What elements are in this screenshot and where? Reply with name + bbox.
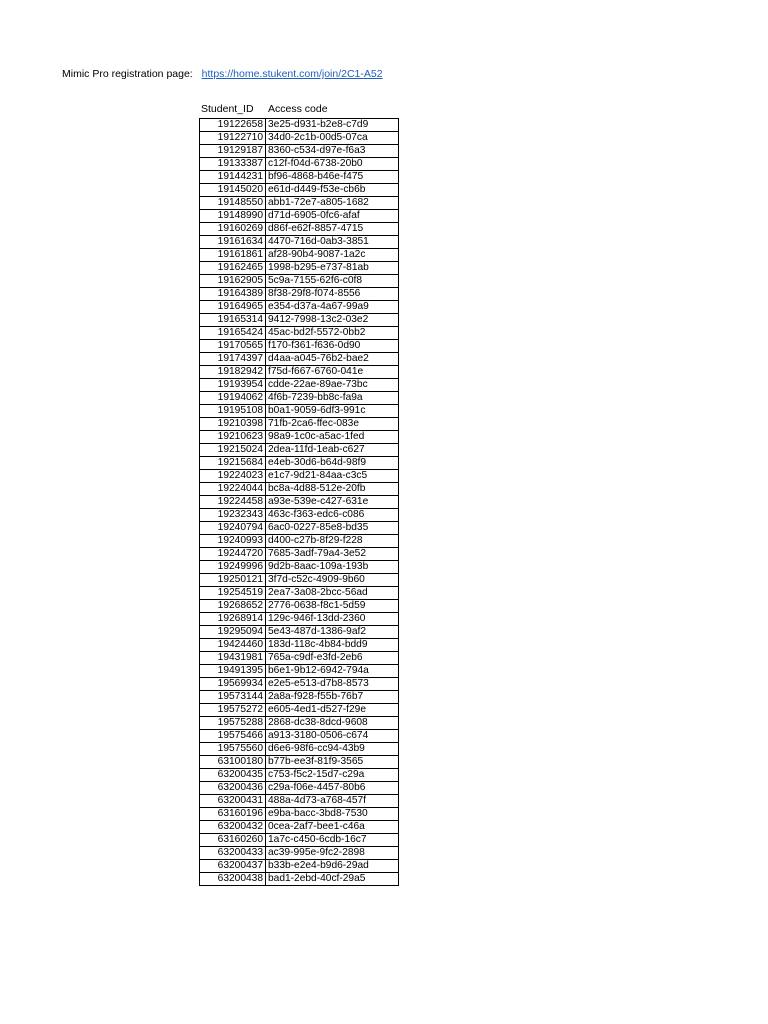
access-code-cell: d71d-6905-0fc6-afaf [266, 210, 399, 223]
student-id-cell: 19424460 [200, 639, 266, 652]
student-id-cell: 19254519 [200, 587, 266, 600]
access-code-cell: 98a9-1c0c-a5ac-1fed [266, 431, 399, 444]
table-row [200, 665, 399, 678]
access-code-cell: 1998-b295-e737-81ab [266, 262, 399, 275]
access-code-cell: e605-4ed1-d527-f29e [266, 704, 399, 717]
access-code-cell: d4aa-a045-76b2-bae2 [266, 353, 399, 366]
access-code-cell: f170-f361-f636-0d90 [266, 340, 399, 353]
student-id-cell: 63200433 [200, 847, 266, 860]
access-code-cell: 2ea7-3a08-2bcc-56ad [266, 587, 399, 600]
table-row [200, 873, 399, 886]
table-row [200, 158, 399, 171]
student-id-cell: 19431981 [200, 652, 266, 665]
access-code-cell: 45ac-bd2f-5572-0bb2 [266, 327, 399, 340]
access-code-cell: b0a1-9059-6df3-991c [266, 405, 399, 418]
access-code-cell: c12f-f04d-6738-20b0 [266, 158, 399, 171]
table-row [200, 314, 399, 327]
access-code-cell: 0cea-2af7-bee1-c46a [266, 821, 399, 834]
access-code-cell: ac39-995e-9fc2-2898 [266, 847, 399, 860]
access-code-table [199, 118, 399, 886]
access-code-cell: 7685-3adf-79a4-3e52 [266, 548, 399, 561]
access-code-cell: 2a8a-f928-f55b-76b7 [266, 691, 399, 704]
access-code-cell: 129c-946f-13dd-2360 [266, 613, 399, 626]
student-id-cell: 19129187 [200, 145, 266, 158]
student-id-cell: 19174397 [200, 353, 266, 366]
table-row [200, 704, 399, 717]
access-code-cell: bad1-2ebd-40cf-29a5 [266, 873, 399, 886]
student-id-cell: 19161861 [200, 249, 266, 262]
student-id-cell: 19491395 [200, 665, 266, 678]
table-row [200, 236, 399, 249]
table-row [200, 834, 399, 847]
table-row [200, 821, 399, 834]
table-row [200, 808, 399, 821]
access-code-cell: 183d-118c-4b84-bdd9 [266, 639, 399, 652]
student-id-cell: 19133387 [200, 158, 266, 171]
registration-link[interactable]: https://home.stukent.com/join/2C1-A52 [201, 68, 383, 80]
student-id-cell: 19148550 [200, 197, 266, 210]
student-id-cell: 19573144 [200, 691, 266, 704]
table-row [200, 470, 399, 483]
registration-header [62, 68, 383, 80]
table-row [200, 613, 399, 626]
table-row [200, 301, 399, 314]
access-code-cell: a913-3180-0506-c674 [266, 730, 399, 743]
table-row [200, 262, 399, 275]
table-row [200, 184, 399, 197]
student-id-cell: 19268652 [200, 600, 266, 613]
student-id-cell: 63200436 [200, 782, 266, 795]
table-row [200, 522, 399, 535]
student-id-cell: 19224458 [200, 496, 266, 509]
student-id-cell: 19240794 [200, 522, 266, 535]
student-id-cell: 19215684 [200, 457, 266, 470]
student-id-cell: 19162905 [200, 275, 266, 288]
table-row [200, 639, 399, 652]
student-id-cell: 19575272 [200, 704, 266, 717]
student-id-cell: 19210398 [200, 418, 266, 431]
student-id-cell: 19244720 [200, 548, 266, 561]
table-row [200, 132, 399, 145]
access-code-cell: d400-c27b-8f29-f228 [266, 535, 399, 548]
student-id-cell: 63200437 [200, 860, 266, 873]
student-id-header: Student_ID [201, 103, 254, 115]
access-code-cell: d86f-e62f-8857-4715 [266, 223, 399, 236]
student-id-cell: 19224023 [200, 470, 266, 483]
access-code-cell: e4eb-30d6-b64d-98f9 [266, 457, 399, 470]
access-code-cell: 488a-4d73-a768-457f [266, 795, 399, 808]
access-code-cell: 463c-f363-edc6-c086 [266, 509, 399, 522]
table-row [200, 223, 399, 236]
table-row [200, 769, 399, 782]
table-row [200, 210, 399, 223]
student-id-cell: 19164389 [200, 288, 266, 301]
table-row [200, 145, 399, 158]
student-id-cell: 63200432 [200, 821, 266, 834]
student-id-cell: 19162465 [200, 262, 266, 275]
table-row [200, 717, 399, 730]
student-id-cell: 19575466 [200, 730, 266, 743]
student-id-cell: 19268914 [200, 613, 266, 626]
access-code-cell: 9412-7998-13c2-03e2 [266, 314, 399, 327]
access-code-cell: af28-90b4-9087-1a2c [266, 249, 399, 262]
student-id-cell: 19240993 [200, 535, 266, 548]
student-id-cell: 19182942 [200, 366, 266, 379]
student-id-cell: 19295094 [200, 626, 266, 639]
table-row [200, 249, 399, 262]
access-code-cell: b77b-ee3f-81f9-3565 [266, 756, 399, 769]
table-row [200, 509, 399, 522]
student-id-cell: 19575288 [200, 717, 266, 730]
student-id-cell: 19170565 [200, 340, 266, 353]
student-id-cell: 19148990 [200, 210, 266, 223]
access-code-cell: cdde-22ae-89ae-73bc [266, 379, 399, 392]
table-row [200, 691, 399, 704]
student-id-cell: 19193954 [200, 379, 266, 392]
access-code-cell: 9d2b-8aac-109a-193b [266, 561, 399, 574]
table-row [200, 782, 399, 795]
table-row [200, 847, 399, 860]
table-row [200, 119, 399, 132]
student-id-cell: 19569934 [200, 678, 266, 691]
table-row [200, 743, 399, 756]
access-code-cell: d6e6-98f6-cc94-43b9 [266, 743, 399, 756]
access-code-cell: 765a-c9df-e3fd-2eb6 [266, 652, 399, 665]
table-row [200, 418, 399, 431]
access-code-cell: 5e43-487d-1386-9af2 [266, 626, 399, 639]
table-row [200, 548, 399, 561]
access-code-cell: e354-d37a-4a67-99a9 [266, 301, 399, 314]
access-code-cell: abb1-72e7-a805-1682 [266, 197, 399, 210]
student-id-cell: 19194062 [200, 392, 266, 405]
student-id-cell: 19250121 [200, 574, 266, 587]
table-row [200, 795, 399, 808]
table-row [200, 340, 399, 353]
student-id-cell: 63100180 [200, 756, 266, 769]
access-code-cell: 2776-0638-f8c1-5d59 [266, 600, 399, 613]
table-row [200, 275, 399, 288]
student-id-cell: 19145020 [200, 184, 266, 197]
table-row [200, 197, 399, 210]
table-row [200, 587, 399, 600]
access-code-cell: 5c9a-7155-62f6-c0f8 [266, 275, 399, 288]
student-id-cell: 63200435 [200, 769, 266, 782]
access-code-cell: a93e-539e-c427-631e [266, 496, 399, 509]
access-code-cell: e1c7-9d21-84aa-c3c5 [266, 470, 399, 483]
student-id-cell: 19122710 [200, 132, 266, 145]
registration-label: Mimic Pro registration page: [62, 68, 193, 80]
table-row [200, 405, 399, 418]
access-code-cell: 3e25-d931-b2e8-c7d9 [266, 119, 399, 132]
table-row [200, 392, 399, 405]
student-id-cell: 19122658 [200, 119, 266, 132]
table-row [200, 652, 399, 665]
access-code-cell: b6e1-9b12-6942-794a [266, 665, 399, 678]
table-row [200, 171, 399, 184]
student-id-cell: 19215024 [200, 444, 266, 457]
student-id-cell: 63200431 [200, 795, 266, 808]
table-row [200, 860, 399, 873]
access-code-cell: f75d-f667-6760-041e [266, 366, 399, 379]
access-code-cell: b33b-e2e4-b9d6-29ad [266, 860, 399, 873]
access-code-cell: 4f6b-7239-bb8c-fa9a [266, 392, 399, 405]
student-id-cell: 63160260 [200, 834, 266, 847]
table-row [200, 678, 399, 691]
student-id-cell: 63160196 [200, 808, 266, 821]
student-id-cell: 19164965 [200, 301, 266, 314]
table-row [200, 600, 399, 613]
student-id-cell: 19165314 [200, 314, 266, 327]
student-id-cell: 19160269 [200, 223, 266, 236]
student-id-cell: 19165424 [200, 327, 266, 340]
table-row [200, 327, 399, 340]
table-row [200, 561, 399, 574]
access-code-cell: 6ac0-0227-85e8-bd35 [266, 522, 399, 535]
table-row [200, 444, 399, 457]
access-code-cell: bf96-4868-b46e-f475 [266, 171, 399, 184]
student-id-cell: 19249996 [200, 561, 266, 574]
table-row [200, 535, 399, 548]
table-row [200, 626, 399, 639]
access-code-header: Access code [268, 103, 328, 115]
table-row [200, 574, 399, 587]
student-id-cell: 19575560 [200, 743, 266, 756]
table-row [200, 496, 399, 509]
table-row [200, 353, 399, 366]
access-code-cell: e61d-d449-f53e-cb6b [266, 184, 399, 197]
table-row [200, 756, 399, 769]
student-id-cell: 19232343 [200, 509, 266, 522]
table-row [200, 379, 399, 392]
access-code-cell: e9ba-bacc-3bd8-7530 [266, 808, 399, 821]
table-row [200, 730, 399, 743]
student-id-cell: 63200438 [200, 873, 266, 886]
access-code-cell: 8360-c534-d97e-f6a3 [266, 145, 399, 158]
access-code-cell: 4470-716d-0ab3-3851 [266, 236, 399, 249]
access-code-cell: c753-f5c2-15d7-c29a [266, 769, 399, 782]
access-code-cell: e2e5-e513-d7b8-8573 [266, 678, 399, 691]
access-code-cell: 71fb-2ca6-ffec-083e [266, 418, 399, 431]
student-id-cell: 19224044 [200, 483, 266, 496]
access-code-cell: 2dea-11fd-1eab-c627 [266, 444, 399, 457]
access-code-cell: 34d0-2c1b-00d5-07ca [266, 132, 399, 145]
student-id-cell: 19195108 [200, 405, 266, 418]
access-code-cell: 2868-dc38-8dcd-9608 [266, 717, 399, 730]
access-code-cell: bc8a-4d88-512e-20fb [266, 483, 399, 496]
table-row [200, 431, 399, 444]
table-row [200, 288, 399, 301]
access-code-cell: 8f38-29f8-f074-8556 [266, 288, 399, 301]
table-row [200, 483, 399, 496]
access-code-cell: 1a7c-c450-6cdb-16c7 [266, 834, 399, 847]
student-id-cell: 19210623 [200, 431, 266, 444]
table-row [200, 457, 399, 470]
access-code-cell: c29a-f06e-4457-80b6 [266, 782, 399, 795]
student-id-cell: 19161634 [200, 236, 266, 249]
student-id-cell: 19144231 [200, 171, 266, 184]
access-code-cell: 3f7d-c52c-4909-9b60 [266, 574, 399, 587]
table-row [200, 366, 399, 379]
